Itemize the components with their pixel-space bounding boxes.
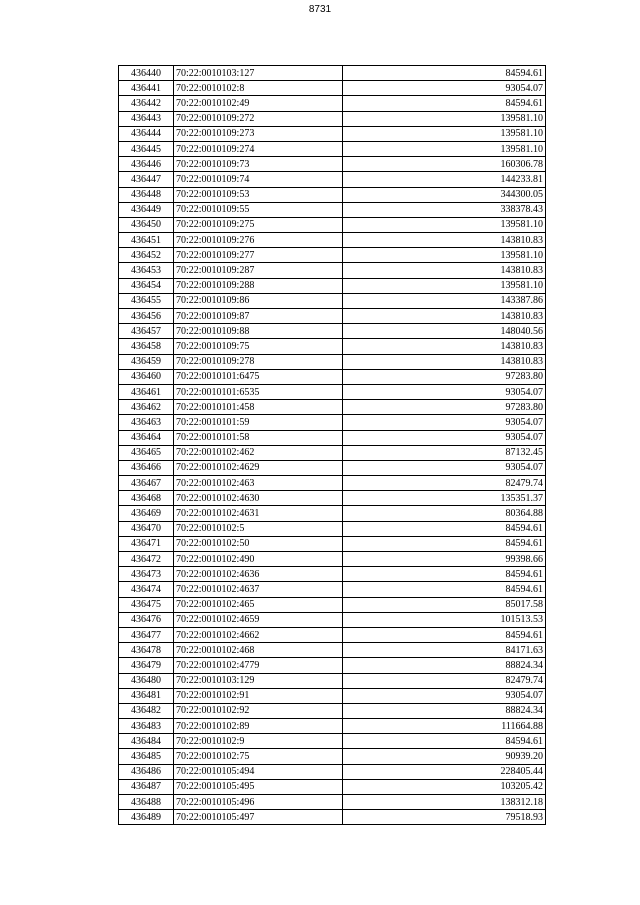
- row-id-cell: 436461: [119, 384, 174, 399]
- table-row: [119, 141, 546, 156]
- table-row: [119, 597, 546, 612]
- value-cell: 139581.10: [343, 141, 546, 156]
- row-id-cell: 436465: [119, 445, 174, 460]
- cadastral-number-cell: 70:22:0010109:88: [174, 324, 343, 339]
- value-cell: 85017.58: [343, 597, 546, 612]
- cadastral-number-cell: 70:22:0010105:494: [174, 764, 343, 779]
- table-row: [119, 415, 546, 430]
- row-id-cell: 436476: [119, 612, 174, 627]
- value-cell: 84594.61: [343, 521, 546, 536]
- row-id-cell: 436446: [119, 157, 174, 172]
- page-number: 8731: [308, 4, 332, 15]
- value-cell: 138312.18: [343, 795, 546, 810]
- cadastral-number-cell: 70:22:0010109:86: [174, 293, 343, 308]
- table-row: [119, 703, 546, 718]
- table-row: [119, 582, 546, 597]
- table-row: [119, 157, 546, 172]
- table-row: [119, 354, 546, 369]
- value-cell: 139581.10: [343, 217, 546, 232]
- row-id-cell: 436477: [119, 627, 174, 642]
- value-cell: 143810.83: [343, 339, 546, 354]
- row-id-cell: 436466: [119, 460, 174, 475]
- row-id-cell: 436455: [119, 293, 174, 308]
- row-id-cell: 436469: [119, 506, 174, 521]
- row-id-cell: 436489: [119, 810, 174, 825]
- table-row: [119, 187, 546, 202]
- table-row: [119, 764, 546, 779]
- cadastral-number-cell: 70:22:0010109:288: [174, 278, 343, 293]
- value-cell: 99398.66: [343, 552, 546, 567]
- table-row: [119, 460, 546, 475]
- cadastral-number-cell: 70:22:0010102:4779: [174, 658, 343, 673]
- table-row: [119, 688, 546, 703]
- row-id-cell: 436485: [119, 749, 174, 764]
- table-row: [119, 81, 546, 96]
- row-id-cell: 436460: [119, 369, 174, 384]
- table-row: [119, 491, 546, 506]
- value-cell: 135351.37: [343, 491, 546, 506]
- row-id-cell: 436487: [119, 779, 174, 794]
- cadastral-number-cell: 70:22:0010109:53: [174, 187, 343, 202]
- row-id-cell: 436484: [119, 734, 174, 749]
- row-id-cell: 436464: [119, 430, 174, 445]
- row-id-cell: 436443: [119, 111, 174, 126]
- table-row: [119, 263, 546, 278]
- table-row: [119, 658, 546, 673]
- row-id-cell: 436454: [119, 278, 174, 293]
- value-cell: 93054.07: [343, 81, 546, 96]
- table-row: [119, 536, 546, 551]
- cadastral-number-cell: 70:22:0010102:92: [174, 703, 343, 718]
- value-cell: 148040.56: [343, 324, 546, 339]
- cadastral-number-cell: 70:22:0010102:4629: [174, 460, 343, 475]
- table-row: [119, 111, 546, 126]
- table-row: [119, 567, 546, 582]
- registry-table: [118, 65, 546, 825]
- value-cell: 143810.83: [343, 354, 546, 369]
- row-id-cell: 436442: [119, 96, 174, 111]
- row-id-cell: 436457: [119, 324, 174, 339]
- value-cell: 93054.07: [343, 688, 546, 703]
- cadastral-number-cell: 70:22:0010102:8: [174, 81, 343, 96]
- value-cell: 139581.10: [343, 248, 546, 263]
- value-cell: 82479.74: [343, 476, 546, 491]
- cadastral-number-cell: 70:22:0010102:4636: [174, 567, 343, 582]
- cadastral-number-cell: 70:22:0010102:75: [174, 749, 343, 764]
- cadastral-number-cell: 70:22:0010105:497: [174, 810, 343, 825]
- cadastral-number-cell: 70:22:0010102:5: [174, 521, 343, 536]
- table-row: [119, 278, 546, 293]
- value-cell: 80364.88: [343, 506, 546, 521]
- table-row: [119, 719, 546, 734]
- table-row: [119, 293, 546, 308]
- value-cell: 139581.10: [343, 278, 546, 293]
- value-cell: 84594.61: [343, 96, 546, 111]
- row-id-cell: 436473: [119, 567, 174, 582]
- cadastral-number-cell: 70:22:0010109:73: [174, 157, 343, 172]
- row-id-cell: 436459: [119, 354, 174, 369]
- row-id-cell: 436456: [119, 309, 174, 324]
- row-id-cell: 436488: [119, 795, 174, 810]
- row-id-cell: 436472: [119, 552, 174, 567]
- table-row: [119, 430, 546, 445]
- row-id-cell: 436445: [119, 141, 174, 156]
- row-id-cell: 436468: [119, 491, 174, 506]
- row-id-cell: 436448: [119, 187, 174, 202]
- cadastral-number-cell: 70:22:0010101:58: [174, 430, 343, 445]
- row-id-cell: 436467: [119, 476, 174, 491]
- value-cell: 84594.61: [343, 567, 546, 582]
- row-id-cell: 436447: [119, 172, 174, 187]
- table-row: [119, 810, 546, 825]
- cadastral-number-cell: 70:22:0010102:462: [174, 445, 343, 460]
- table-row: [119, 552, 546, 567]
- row-id-cell: 436480: [119, 673, 174, 688]
- cadastral-number-cell: 70:22:0010102:50: [174, 536, 343, 551]
- value-cell: 111664.88: [343, 719, 546, 734]
- value-cell: 228405.44: [343, 764, 546, 779]
- table-row: [119, 627, 546, 642]
- cadastral-number-cell: 70:22:0010109:275: [174, 217, 343, 232]
- value-cell: 88824.34: [343, 703, 546, 718]
- row-id-cell: 436458: [119, 339, 174, 354]
- row-id-cell: 436463: [119, 415, 174, 430]
- table-row: [119, 324, 546, 339]
- value-cell: 143810.83: [343, 233, 546, 248]
- value-cell: 79518.93: [343, 810, 546, 825]
- table-row: [119, 369, 546, 384]
- cadastral-number-cell: 70:22:0010101:6535: [174, 384, 343, 399]
- table-row: [119, 217, 546, 232]
- value-cell: 84594.61: [343, 66, 546, 81]
- cadastral-number-cell: 70:22:0010102:4630: [174, 491, 343, 506]
- table-row: [119, 339, 546, 354]
- value-cell: 84594.61: [343, 627, 546, 642]
- cadastral-number-cell: 70:22:0010109:287: [174, 263, 343, 278]
- table-row: [119, 476, 546, 491]
- value-cell: 84594.61: [343, 536, 546, 551]
- cadastral-number-cell: 70:22:0010109:55: [174, 202, 343, 217]
- value-cell: 88824.34: [343, 658, 546, 673]
- value-cell: 93054.07: [343, 430, 546, 445]
- table-row: [119, 779, 546, 794]
- value-cell: 93054.07: [343, 384, 546, 399]
- row-id-cell: 436449: [119, 202, 174, 217]
- row-id-cell: 436471: [119, 536, 174, 551]
- cadastral-number-cell: 70:22:0010105:496: [174, 795, 343, 810]
- value-cell: 143810.83: [343, 309, 546, 324]
- cadastral-number-cell: 70:22:0010102:4631: [174, 506, 343, 521]
- row-id-cell: 436444: [119, 126, 174, 141]
- cadastral-number-cell: 70:22:0010109:278: [174, 354, 343, 369]
- value-cell: 82479.74: [343, 673, 546, 688]
- row-id-cell: 436441: [119, 81, 174, 96]
- table-row: [119, 66, 546, 81]
- cadastral-number-cell: 70:22:0010109:74: [174, 172, 343, 187]
- table-row: [119, 233, 546, 248]
- value-cell: 338378.43: [343, 202, 546, 217]
- row-id-cell: 436486: [119, 764, 174, 779]
- cadastral-number-cell: 70:22:0010103:129: [174, 673, 343, 688]
- cadastral-number-cell: 70:22:0010109:272: [174, 111, 343, 126]
- value-cell: 101513.53: [343, 612, 546, 627]
- row-id-cell: 436450: [119, 217, 174, 232]
- value-cell: 90939.20: [343, 749, 546, 764]
- row-id-cell: 436479: [119, 658, 174, 673]
- cadastral-number-cell: 70:22:0010102:463: [174, 476, 343, 491]
- value-cell: 139581.10: [343, 111, 546, 126]
- table-row: [119, 172, 546, 187]
- cadastral-number-cell: 70:22:0010102:490: [174, 552, 343, 567]
- value-cell: 97283.80: [343, 369, 546, 384]
- table-row: [119, 612, 546, 627]
- table-row: [119, 96, 546, 111]
- table-row: [119, 248, 546, 263]
- cadastral-number-cell: 70:22:0010105:495: [174, 779, 343, 794]
- value-cell: 97283.80: [343, 400, 546, 415]
- row-id-cell: 436440: [119, 66, 174, 81]
- row-id-cell: 436478: [119, 643, 174, 658]
- value-cell: 93054.07: [343, 460, 546, 475]
- table-row: [119, 506, 546, 521]
- cadastral-number-cell: 70:22:0010102:91: [174, 688, 343, 703]
- cadastral-number-cell: 70:22:0010101:6475: [174, 369, 343, 384]
- table-row: [119, 749, 546, 764]
- row-id-cell: 436470: [119, 521, 174, 536]
- cadastral-number-cell: 70:22:0010103:127: [174, 66, 343, 81]
- value-cell: 103205.42: [343, 779, 546, 794]
- table-row: [119, 309, 546, 324]
- value-cell: 84594.61: [343, 582, 546, 597]
- row-id-cell: 436462: [119, 400, 174, 415]
- value-cell: 139581.10: [343, 126, 546, 141]
- cadastral-number-cell: 70:22:0010109:274: [174, 141, 343, 156]
- value-cell: 160306.78: [343, 157, 546, 172]
- table-row: [119, 445, 546, 460]
- table-row: [119, 521, 546, 536]
- table-row: [119, 400, 546, 415]
- value-cell: 87132.45: [343, 445, 546, 460]
- cadastral-number-cell: 70:22:0010109:273: [174, 126, 343, 141]
- value-cell: 143387.86: [343, 293, 546, 308]
- row-id-cell: 436481: [119, 688, 174, 703]
- row-id-cell: 436483: [119, 719, 174, 734]
- cadastral-number-cell: 70:22:0010109:75: [174, 339, 343, 354]
- table-row: [119, 673, 546, 688]
- cadastral-number-cell: 70:22:0010102:9: [174, 734, 343, 749]
- table-row: [119, 384, 546, 399]
- value-cell: 344300.05: [343, 187, 546, 202]
- table-row: [119, 202, 546, 217]
- cadastral-number-cell: 70:22:0010109:277: [174, 248, 343, 263]
- cadastral-number-cell: 70:22:0010109:87: [174, 309, 343, 324]
- cadastral-number-cell: 70:22:0010102:465: [174, 597, 343, 612]
- row-id-cell: 436474: [119, 582, 174, 597]
- value-cell: 93054.07: [343, 415, 546, 430]
- registry-table-body: [119, 66, 546, 825]
- cadastral-number-cell: 70:22:0010102:49: [174, 96, 343, 111]
- cadastral-number-cell: 70:22:0010109:276: [174, 233, 343, 248]
- table-row: [119, 734, 546, 749]
- row-id-cell: 436482: [119, 703, 174, 718]
- row-id-cell: 436451: [119, 233, 174, 248]
- cadastral-number-cell: 70:22:0010101:59: [174, 415, 343, 430]
- cadastral-number-cell: 70:22:0010102:4659: [174, 612, 343, 627]
- cadastral-number-cell: 70:22:0010102:4637: [174, 582, 343, 597]
- value-cell: 143810.83: [343, 263, 546, 278]
- table-row: [119, 795, 546, 810]
- row-id-cell: 436453: [119, 263, 174, 278]
- row-id-cell: 436452: [119, 248, 174, 263]
- value-cell: 84594.61: [343, 734, 546, 749]
- value-cell: 144233.81: [343, 172, 546, 187]
- cadastral-number-cell: 70:22:0010102:4662: [174, 627, 343, 642]
- row-id-cell: 436475: [119, 597, 174, 612]
- cadastral-number-cell: 70:22:0010101:458: [174, 400, 343, 415]
- cadastral-number-cell: 70:22:0010102:89: [174, 719, 343, 734]
- value-cell: 84171.63: [343, 643, 546, 658]
- cadastral-number-cell: 70:22:0010102:468: [174, 643, 343, 658]
- table-row: [119, 643, 546, 658]
- table-row: [119, 126, 546, 141]
